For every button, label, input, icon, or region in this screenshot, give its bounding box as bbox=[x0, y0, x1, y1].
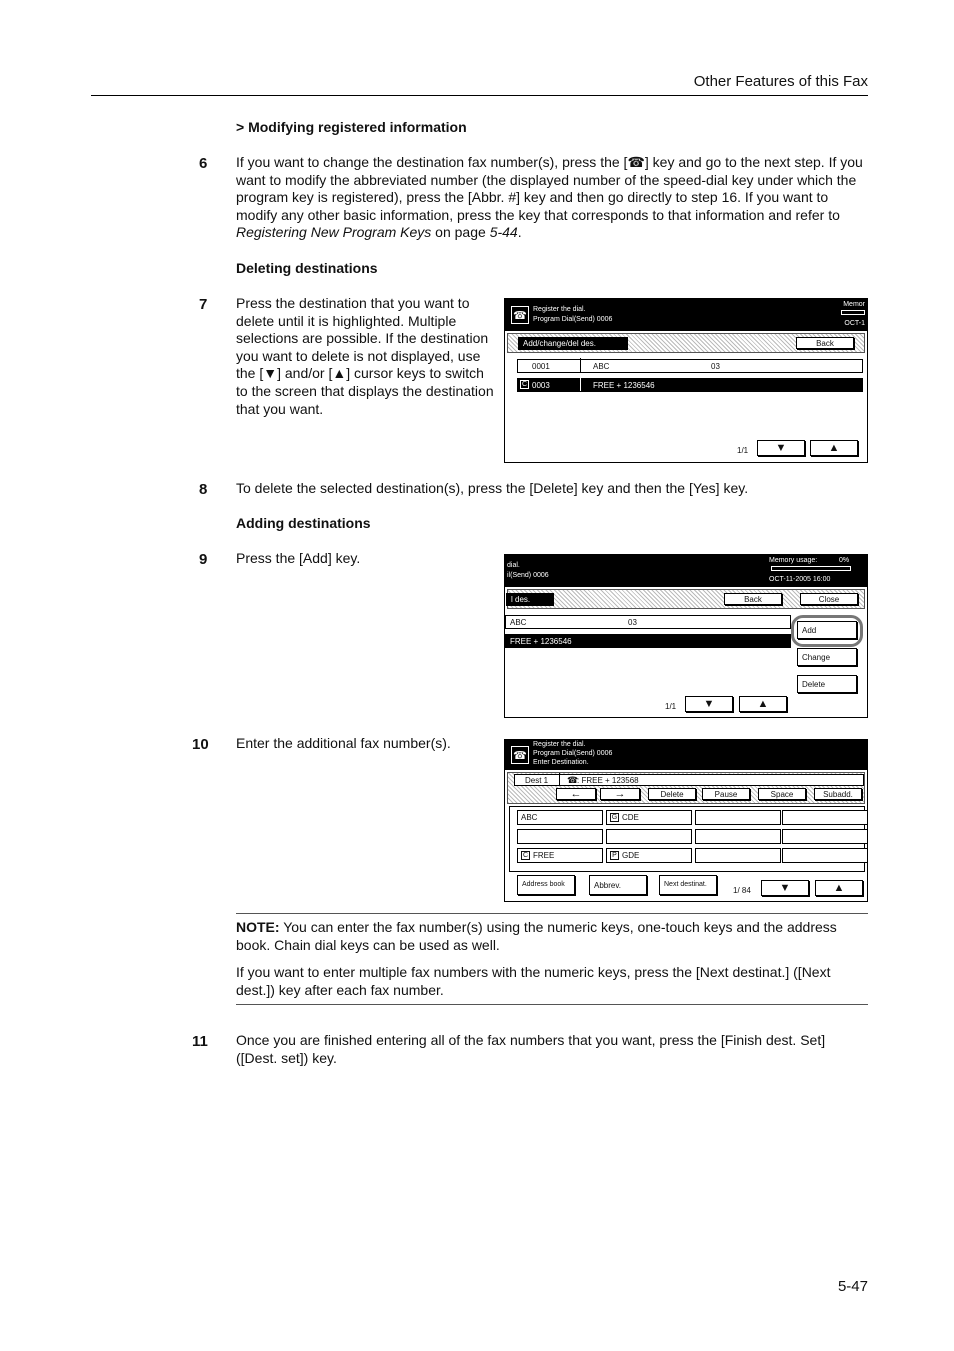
dest-divider bbox=[559, 773, 560, 785]
destination-field[interactable] bbox=[514, 774, 864, 786]
scroll-down-button[interactable] bbox=[685, 696, 733, 712]
panel-1-tab-label: Add/change/del des. bbox=[518, 337, 628, 350]
program-icon: P bbox=[610, 851, 619, 860]
one-touch-key[interactable] bbox=[606, 810, 692, 825]
next-destination-button[interactable]: Next destinat. bbox=[659, 875, 717, 895]
section-deleting: Deleting destinations bbox=[236, 260, 378, 276]
one-touch-key[interactable] bbox=[695, 848, 781, 863]
list-row-1[interactable] bbox=[517, 359, 863, 373]
step-7-text bbox=[236, 295, 494, 418]
panel-1-tabbar bbox=[507, 333, 865, 353]
one-touch-key[interactable] bbox=[606, 829, 692, 844]
panel-2-date: OCT-11-2005 16:00 bbox=[769, 576, 831, 583]
step-7-text-c: ] cursor keys to switch to the screen that displays the destination that you want. bbox=[236, 365, 494, 417]
down-arrow-icon: ▼ bbox=[779, 882, 791, 894]
chain-icon: C bbox=[522, 852, 529, 859]
row-2-num: 0003 bbox=[532, 380, 550, 390]
fax-icon: ☎ bbox=[511, 306, 529, 324]
panel-2-titlebar bbox=[505, 555, 867, 587]
panel-1-titlebar bbox=[505, 299, 867, 331]
subaddress-button[interactable]: Subadd. bbox=[814, 788, 862, 800]
panel-enter-destination bbox=[504, 739, 868, 902]
one-touch-key[interactable] bbox=[517, 829, 603, 844]
dest-label: Dest 1 bbox=[525, 776, 549, 785]
note-paragraph-2: If you want to enter multiple fax numbers with the numeric keys, press the [Next destinat.] ([Next dest.]) key after each fax number. bbox=[236, 964, 831, 998]
step-7-text-b: ] and/or [ bbox=[277, 365, 333, 382]
panel-3-title-3: Enter Destination. bbox=[533, 759, 589, 766]
row-1-name: ABC bbox=[510, 617, 527, 627]
fax-icon: ☎ bbox=[511, 746, 529, 764]
pause-button[interactable]: Pause bbox=[702, 788, 750, 800]
abbrev-button[interactable]: Abbrev. bbox=[589, 875, 647, 895]
phone-icon: ☎ bbox=[567, 775, 579, 785]
row-divider bbox=[580, 358, 581, 372]
note-label: NOTE: bbox=[236, 919, 280, 935]
one-touch-key[interactable] bbox=[782, 829, 868, 844]
cell-label: ABC bbox=[521, 813, 538, 822]
cell-label: FREE bbox=[533, 851, 555, 860]
group-icon: G bbox=[611, 814, 618, 821]
one-touch-key[interactable] bbox=[517, 810, 603, 825]
panel-2-memory-label: Memory usage: bbox=[769, 557, 818, 564]
list-row-2-selected[interactable] bbox=[517, 378, 863, 392]
panel-add-destination bbox=[504, 554, 868, 718]
step-7-text-a: Press the destination that you want to delete until it is highlighted. Multiple selections are possible. If the destination you want to delete is not displayed, use the [ bbox=[236, 295, 489, 382]
up-arrow-glyph: ▲ bbox=[332, 365, 347, 382]
step-6-text-a: If you want to change the destination fax number(s), press the [ bbox=[236, 154, 628, 170]
cell-label: GDE bbox=[622, 851, 640, 860]
list-row-2-selected[interactable] bbox=[505, 634, 791, 648]
one-touch-key[interactable] bbox=[695, 810, 781, 825]
cell-label: CDE bbox=[622, 813, 639, 822]
note-paragraph-1 bbox=[236, 919, 868, 954]
step-8-text: To delete the selected destination(s), press the [Delete] key and then the [Yes] key. bbox=[236, 480, 749, 496]
step-11-number: 11 bbox=[192, 1033, 208, 1050]
scroll-up-button[interactable] bbox=[815, 880, 863, 896]
step-8-number: 8 bbox=[199, 481, 208, 498]
list-row-1[interactable] bbox=[505, 615, 791, 629]
panel-3-page: 1/ 84 bbox=[733, 886, 751, 895]
one-touch-key[interactable] bbox=[517, 848, 603, 863]
row-1-name: ABC bbox=[593, 361, 610, 371]
panel-3-title-1: Register the dial. bbox=[533, 741, 586, 748]
add-button[interactable]: Add bbox=[797, 621, 857, 639]
chain-icon: C bbox=[521, 381, 528, 388]
close-button[interactable]: Close bbox=[800, 593, 858, 605]
down-arrow-glyph: ▼ bbox=[263, 365, 278, 382]
scroll-down-button[interactable] bbox=[757, 440, 805, 456]
up-arrow-icon: ▲ bbox=[833, 882, 845, 894]
note-rule-top bbox=[236, 913, 868, 914]
delete-char-button[interactable]: Delete bbox=[648, 788, 696, 800]
section-adding: Adding destinations bbox=[236, 515, 371, 531]
back-button[interactable]: Back bbox=[724, 593, 782, 605]
note-text-1: You can enter the fax number(s) using the numeric keys, one-touch keys and the address book. Chain dial keys can be used as well. bbox=[236, 919, 837, 953]
page-number: 5-47 bbox=[837, 1278, 868, 1295]
one-touch-key[interactable] bbox=[782, 848, 868, 863]
panel-1-title-2: Program Dial(Send) 0006 bbox=[533, 316, 613, 323]
memory-bar bbox=[841, 310, 865, 315]
up-arrow-icon: ▲ bbox=[757, 698, 769, 710]
step-6-ref-end: . bbox=[517, 224, 522, 241]
step-6-text-b: ] key and go to the next step. If you want to modify the abbreviated number (the displayed number of the speed-dial key under which the program key is registered), press the [Abbr. #] key and then go directly to step 16. If you want to modify any other basic information, press the key that corresponds to that information and refer to bbox=[236, 154, 863, 223]
address-book-button[interactable]: Address book bbox=[517, 875, 575, 895]
scroll-up-button[interactable] bbox=[739, 696, 787, 712]
one-touch-key[interactable] bbox=[606, 848, 692, 863]
step-6-text bbox=[236, 154, 868, 242]
panel-1-title-1: Register the dial. bbox=[533, 306, 586, 313]
down-arrow-icon: ▼ bbox=[703, 698, 715, 710]
dest-value: : FREE + 123568 bbox=[577, 776, 639, 785]
row-1-val: 03 bbox=[711, 361, 720, 371]
down-arrow-icon: ▼ bbox=[775, 442, 787, 454]
step-6-ref-title: Registering New Program Keys bbox=[236, 224, 432, 241]
step-6-ref-mid: on page bbox=[431, 224, 490, 241]
back-button[interactable]: Back bbox=[796, 337, 854, 349]
panel-3-titlebar bbox=[505, 740, 867, 770]
panel-2-memory-value: 0% bbox=[839, 557, 850, 564]
panel-2-tabbar bbox=[507, 589, 865, 609]
header-rule bbox=[91, 95, 868, 96]
phone-icon: ☎ bbox=[627, 154, 645, 170]
panel-3-input-area bbox=[507, 772, 865, 804]
panel-2-tab-label: l des. bbox=[506, 593, 554, 606]
panel-1-memory: Memor bbox=[843, 301, 865, 308]
step-10-text: Enter the additional fax number(s). bbox=[236, 735, 451, 751]
page-header-title: Other Features of this Fax bbox=[693, 73, 868, 90]
step-9-number: 9 bbox=[199, 551, 208, 568]
cursor-right-button[interactable]: → bbox=[600, 788, 640, 800]
one-touch-grid bbox=[509, 806, 865, 872]
row-2-name: FREE + 1236546 bbox=[510, 636, 572, 646]
scroll-up-button[interactable] bbox=[810, 440, 858, 456]
step-11-text: Once you are finished entering all of the fax numbers that you want, press the [Finish dest. Set] ([Dest. set]) key. bbox=[236, 1032, 826, 1066]
row-divider bbox=[580, 377, 581, 391]
step-6-number: 6 bbox=[199, 155, 208, 172]
panel-1-date: OCT-1 bbox=[844, 320, 865, 327]
section-modifying: > Modifying registered information bbox=[236, 119, 467, 135]
step-6-ref-page: 5-44 bbox=[489, 224, 518, 241]
note-rule-bottom bbox=[236, 1004, 868, 1005]
memory-bar bbox=[771, 566, 851, 571]
row-1-num: 0001 bbox=[532, 361, 550, 371]
space-button[interactable]: Space bbox=[758, 788, 806, 800]
panel-2-page: 1/1 bbox=[665, 702, 677, 711]
panel-2-title-2: il(Send) 0006 bbox=[507, 572, 549, 579]
one-touch-key[interactable] bbox=[695, 829, 781, 844]
panel-2-title-1: dial. bbox=[507, 562, 520, 569]
panel-3-title-2: Program Dial(Send) 0006 bbox=[533, 750, 613, 757]
panel-delete-destinations bbox=[504, 298, 868, 463]
scroll-down-button[interactable] bbox=[761, 880, 809, 896]
change-button[interactable]: Change bbox=[797, 648, 857, 666]
cursor-left-button[interactable]: ← bbox=[556, 788, 596, 800]
step-7-number: 7 bbox=[199, 296, 208, 313]
step-10-number: 10 bbox=[192, 736, 209, 753]
step-9-text: Press the [Add] key. bbox=[236, 550, 361, 566]
delete-button[interactable]: Delete bbox=[797, 675, 857, 693]
one-touch-key[interactable] bbox=[782, 810, 868, 825]
panel-1-page: 1/1 bbox=[737, 446, 749, 455]
row-1-val: 03 bbox=[628, 617, 637, 627]
up-arrow-icon: ▲ bbox=[828, 442, 840, 454]
row-2-name: FREE + 1236546 bbox=[593, 380, 655, 390]
